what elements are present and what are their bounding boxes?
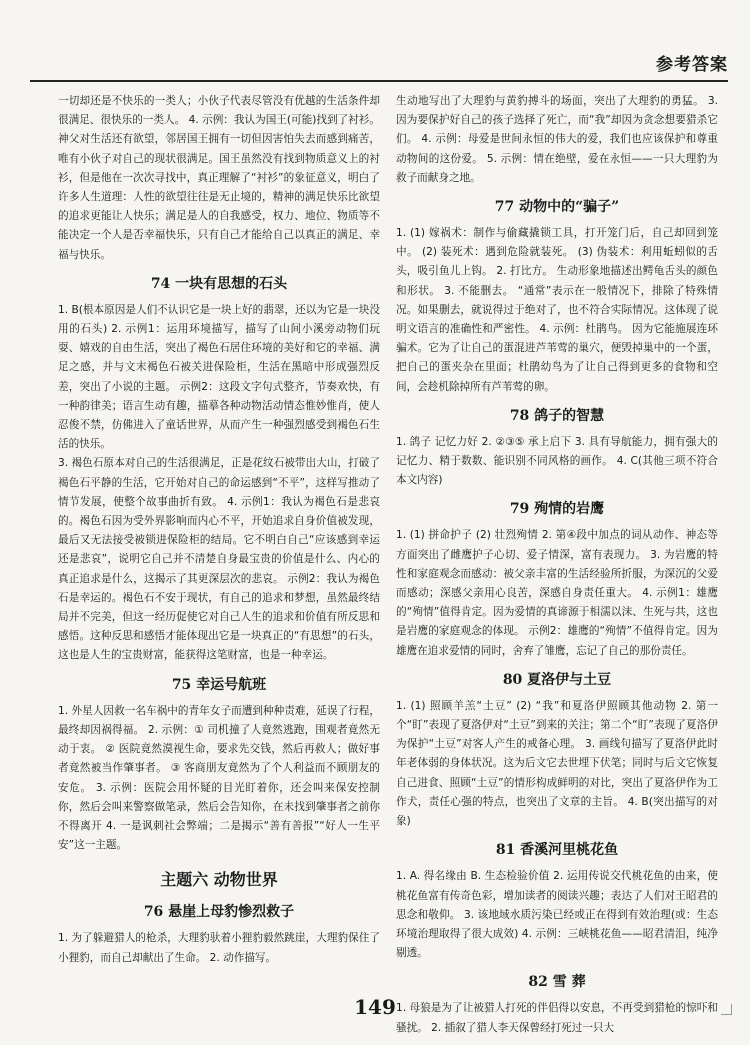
section-title-78: 78 鸽子的智慧 <box>509 407 605 424</box>
section-title-75: 75 幸运号航班 <box>171 676 267 693</box>
right-column <box>396 92 718 1034</box>
section-title-76: 76 悬崖上母豹惨烈救子 <box>143 904 295 921</box>
topic-title: 主题六 动物世界 <box>160 870 278 890</box>
section-74-paragraph-1: 1. B(根本原因是人们不认识它是一块上好的翡翠，还以为它是一块没用的石头) 2. 示例1：运用环境描写，描写了山间小溪旁动物们玩耍、嬉戏的自由生活，突出了褐色石居住环境的美好和它的幸福、满足之感，并与文末褐色石被关进保险柜，生活在黑暗中形成强烈反差，突出了小说的主题。 示例2：这段文字句式整齐，节奏欢快，有一种韵律美；语言生动有趣，描摹各种动物活动情态惟妙惟肖，使人忍俊不禁，仿佛进入了童话世界，从而产生一种强烈感受到褐色石生活的快乐。 <box>58 303 380 451</box>
left-column <box>58 92 380 982</box>
section-78-paragraph: 1. 鸽子 记忆力好 2. ②③⑤ 承上启下 3. 具有导航能力，拥有强大的记忆力、精于数数、能识别不同风格的画作。 4. C(其他三项不符合本文内容) <box>396 435 718 487</box>
section-title-79: 79 殉情的岩鹰 <box>509 501 605 518</box>
section-title-74: 74 一块有思想的石头 <box>150 275 288 292</box>
left-intro-paragraph: 一切却还是不快乐的一类人；小伙子代表尽管没有优越的生活条件却很满足、很快乐的一类人。 4. 示例：我认为国王(可能)找到了衬衫。 神父对生活还有欲望，邻居国王拥有一切但因害怕失去而感到痛苦，唯有小伙子对自己的现状很满足。国王虽然没有找到物质意义上的衬衫，但是他在一次次寻找中，真正理解了“衬衫”的象征意义，明白了许多人生道理：人性的欲望往往是无止境的，精神的满足快乐比欲望的追求更能让人快乐；满足是人的自我感受，权力、地位、物质等不能决定一个人是否幸福快乐，只有自己才能给自己以真正的满足、幸福与快乐。 <box>58 95 380 261</box>
section-title-77: 77 动物中的“骗子” <box>494 199 620 216</box>
section-75-paragraph: 1. 外星人因救一名车祸中的青年女子而遭到种种责难，延误了行程，最终却因祸得福。 2. 示例：① 司机撞了人竟然逃跑，围观者竟然无动于衷。 ② 医院竟然漠视生命，要求先交钱，然后再救人；做好事者竟然被当作肇事者。 ③ 客商朋友竟然为了个人利益而不顾朋友的安危。 3. 示例：医院会用怀疑的目光盯着你，还会叫来保安控制你，然后会叫来警察做笔录，然后会告知你，在未找到肇事者之前你不得离开 4. 一是讽刺社会弊端；二是揭示“善有善报”“好人一生平安”这一主题。 <box>58 704 380 852</box>
header-title: 参考答案 <box>656 55 728 75</box>
section-79-paragraph: 1. (1) 拼命护子 (2) 壮烈殉情 2. 第④段中加点的词从动作、神态等方面突出了雌鹰护子心切、爱子情深，富有表现力。 3. 为岩鹰的特性和家庭观念而感动：被父亲丰富的生活经验所折服，为深沉的父爱而感动；深感父亲用心良苦，深感自身责任重大。 4. 示例1：雄鹰的“殉情”值得肯定。因为爱情的真谛源于相濡以沫、生死与共，这也是岩鹰的家庭观念的体现。 示例2：雄鹰的“殉情”不值得肯定。因为雄鹰在追求爱情的同时，舍弃了雏鹰，忘记了自己的那份责任。 <box>396 529 718 657</box>
page-number: 149 <box>354 995 396 1019</box>
section-80-paragraph: 1. (1) 照顾羊羔“土豆” (2) “我”和夏洛伊照顾其他动物 2. 第一个“盯”表现了夏洛伊对“土豆”到来的关注；第二个“盯”表现了夏洛伊为保护“土豆”对客人产生的戒备心理。 3. 画线句描写了夏洛伊此时年老体弱的身体状况。这为后文它去世埋下伏笔；同时与后文它恢复自己进食、照顾“土豆”的情形构成鲜明的对比，突出了夏洛伊作为工作犬，责任心强的特点，也突出了文章的主旨。 4. B(突出描写的对象) <box>396 699 718 828</box>
section-74-paragraph-2: 3. 褐色石原本对自己的生活很满足，正是花纹石被带出大山，打破了褐色石平静的生活，它开始对自己的命运感到“不平”，这样写推动了情节发展，使整个故事曲折有致。 4. 示例1：我认为褐色石是悲哀的。褐色石因为受外界影响而内心不平，开始追求自身价值被发现，最后又无法接受被锁进保险柜的结局。它不明白自己“应该感到幸运还是悲哀”，说明它自己并不清楚自身最宝贵的价值是什么、内心的真正追求是什么，这揭示了其更深层次的悲哀。 示例2：我认为褐色石是幸运的。褐色石不安于现状，有自己的追求和梦想，虽然最终结局并不完美，但这一经历促使它对自己人生的追求和价值有所反思和感悟。这种反思和感悟才能体现出它是一块真正的“有思想”的石头，这也是人生的宝贵财富，能获得这笔财富，也是一种幸运。 <box>58 457 380 662</box>
section-title-81: 81 香溪河里桃花鱼 <box>495 842 619 859</box>
section-81-paragraph: 1. A. 得名缘由 B. 生态检验价值 2. 运用传说交代桃花鱼的由来，使桃花鱼富有传奇色彩，增加读者的阅读兴趣；表达了人们对王昭君的思念和敬仰。 3. 该地域水质污染已经或正在得到有效治理(或：生态环境治理取得了很大成效) 4. 示例：三峡桃花鱼——昭君清泪，纯净剔透。 <box>396 870 718 960</box>
section-title-80: 80 夏洛伊与土豆 <box>502 671 612 688</box>
section-77-paragraph: 1. (1) 嫁祸术：制作与偷藏撬锁工具，打开笼门后，自己却回到笼中。 (2) 装死术：遇到危险就装死。 (3) 伪装术：利用蚯蚓似的舌头，吸引鱼儿上钩。 2. 打比方。 生动形象地描述出鳄龟舌头的颜色和形状。 3. 不能删去。 “通常”表示在一般情况下，排除了特殊情况。如果删去，就说得过于绝对了，也不符合实际情况。这体现了说明文语言的准确性和严密性。 4. 示例：杜鹃鸟。 因为它能施展连环骗术。它为了让自己的蛋混进芦苇莺的巢穴，便毁掉巢中的一个蛋，把自己的蛋夹杂在里面；杜鹃幼鸟为了让自己得到更多的食物和空间，会趁机除掉所有芦苇莺的卵。 <box>396 227 718 393</box>
right-intro-paragraph: 生动地写出了大理豹与黄豹搏斗的场面，突出了大理豹的勇猛。 3. 因为要保护好自己的孩子选择了死亡，而“我”却因为贪念想要猎杀它们。 4. 示例：母爱是世间永恒的伟大的爱，我们也应该保护和尊重动物间的这份爱。 5. 示例：情在绝壁，爱在永恒——一只大理豹为救子而献身之地。 <box>396 95 718 184</box>
page-header <box>30 40 728 82</box>
section-76-paragraph: 1. 为了躲避猎人的枪杀，大理豹驮着小狸豹毅然跳崖，大理豹保住了小狸豹，而自己却献出了生命。 2. 动作描写。 <box>58 932 380 964</box>
crop-mark <box>721 1004 732 1015</box>
section-title-82: 82 雪 葬 <box>528 974 586 991</box>
section-82-paragraph: 1. 母狼是为了让被猎人打死的伴侣得以安息，不再受到猎枪的惊吓和骚扰。 2. 插叙了猎人李天保曾经打死过一只大 <box>396 1002 718 1034</box>
